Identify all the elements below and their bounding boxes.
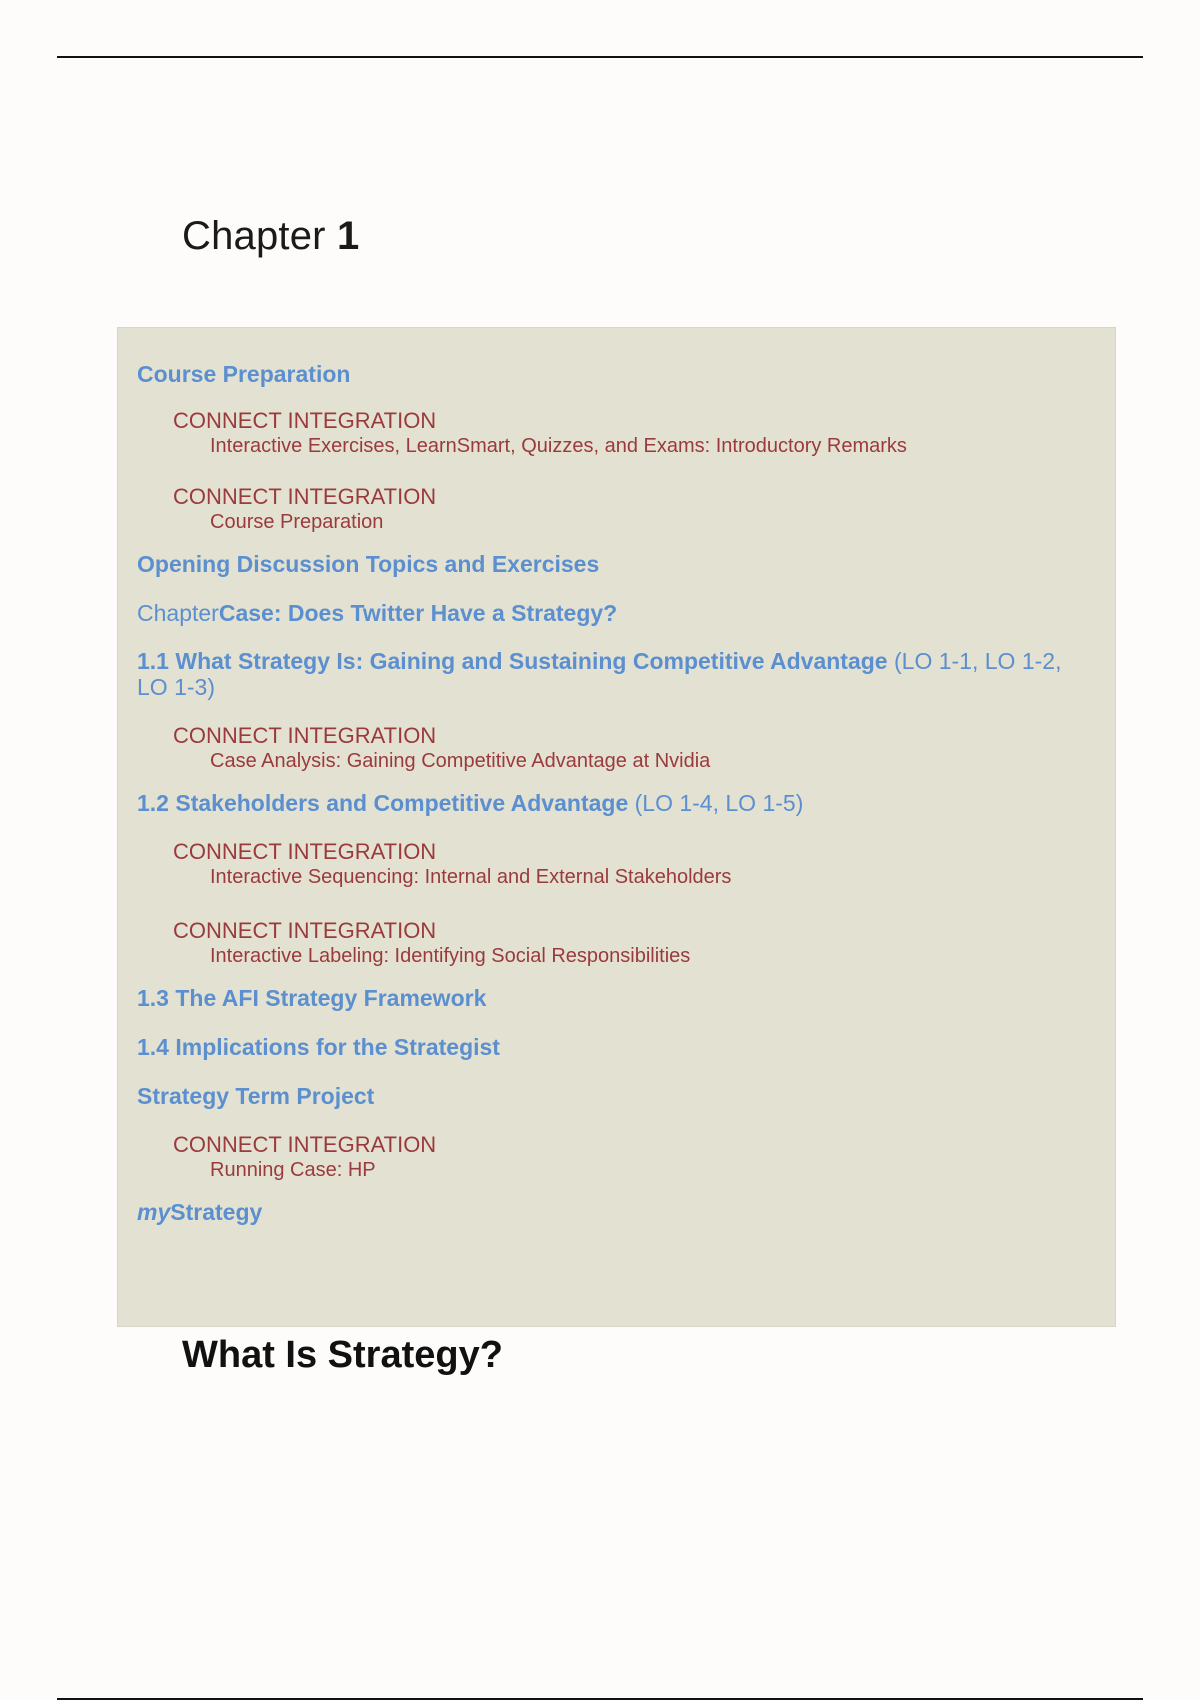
- connect-integration-3[interactable]: [173, 723, 710, 773]
- section-1-2-lo: (LO 1-4, LO 1-5): [628, 790, 804, 816]
- toc-course-preparation[interactable]: [137, 361, 1077, 387]
- connect-sub: Course Preparation: [210, 511, 384, 533]
- toc-section-1-1[interactable]: [137, 648, 1077, 700]
- connect-integration-5[interactable]: [173, 918, 690, 968]
- connect-label: CONNECT INTEGRATION: [173, 723, 437, 748]
- section-1-3-title: 1.3 The AFI Strategy Framework: [137, 985, 487, 1011]
- connect-sub: Case Analysis: Gaining Competitive Advantage at Nvidia: [210, 750, 711, 772]
- chapter-label: Chapter: [182, 214, 326, 258]
- connect-label: CONNECT INTEGRATION: [173, 408, 437, 433]
- chapter-heading: [182, 214, 360, 259]
- connect-label: CONNECT INTEGRATION: [173, 839, 437, 864]
- toc-opening-discussion-label: Opening Discussion Topics and Exercises: [137, 551, 600, 577]
- connect-label: CONNECT INTEGRATION: [173, 918, 437, 943]
- connect-integration-6[interactable]: [173, 1132, 436, 1182]
- chapter-case-title: Case: Does Twitter Have a Strategy?: [218, 600, 618, 626]
- connect-integration-2[interactable]: [173, 484, 436, 534]
- toc-term-project[interactable]: [137, 1083, 1077, 1109]
- my-strategy-prefix: my: [137, 1199, 171, 1225]
- connect-sub: Interactive Exercises, LearnSmart, Quizzes, and Exams: Introductory Remarks: [210, 435, 907, 457]
- top-rule: [57, 56, 1143, 58]
- connect-integration-4[interactable]: [173, 839, 731, 889]
- section-1-1-title: 1.1 What Strategy Is: Gaining and Sustaining Competitive Advantage: [137, 648, 888, 674]
- chapter-case-prefix: Chapter: [137, 600, 219, 626]
- connect-integration-1[interactable]: [173, 408, 907, 458]
- chapter-number: 1: [337, 214, 360, 258]
- chapter-toc-box: [117, 327, 1116, 1327]
- connect-label: CONNECT INTEGRATION: [173, 484, 437, 509]
- section-1-1-lo: (LO 1-1, LO 1-2, LO 1-3): [137, 648, 1062, 700]
- term-project-title: Strategy Term Project: [137, 1083, 375, 1109]
- connect-sub: Running Case: HP: [210, 1159, 376, 1181]
- toc-section-1-4[interactable]: [137, 1034, 1077, 1060]
- connect-label: CONNECT INTEGRATION: [173, 1132, 437, 1157]
- section-1-2-title: 1.2 Stakeholders and Competitive Advantage: [137, 790, 629, 816]
- connect-sub: Interactive Labeling: Identifying Social Responsibilities: [210, 945, 691, 967]
- toc-my-strategy[interactable]: [137, 1199, 1077, 1225]
- my-strategy-suffix: Strategy: [170, 1199, 263, 1225]
- toc-opening-discussion[interactable]: [137, 551, 1077, 577]
- connect-sub: Interactive Sequencing: Internal and External Stakeholders: [210, 866, 732, 888]
- toc-course-preparation-label: Course Preparation: [137, 361, 351, 387]
- toc-section-1-2[interactable]: [137, 790, 1077, 816]
- toc-chapter-case[interactable]: [137, 600, 1077, 626]
- section-title: What Is Strategy?: [182, 1334, 503, 1376]
- section-1-4-title: 1.4 Implications for the Strategist: [137, 1034, 500, 1060]
- toc-section-1-3[interactable]: [137, 985, 1077, 1011]
